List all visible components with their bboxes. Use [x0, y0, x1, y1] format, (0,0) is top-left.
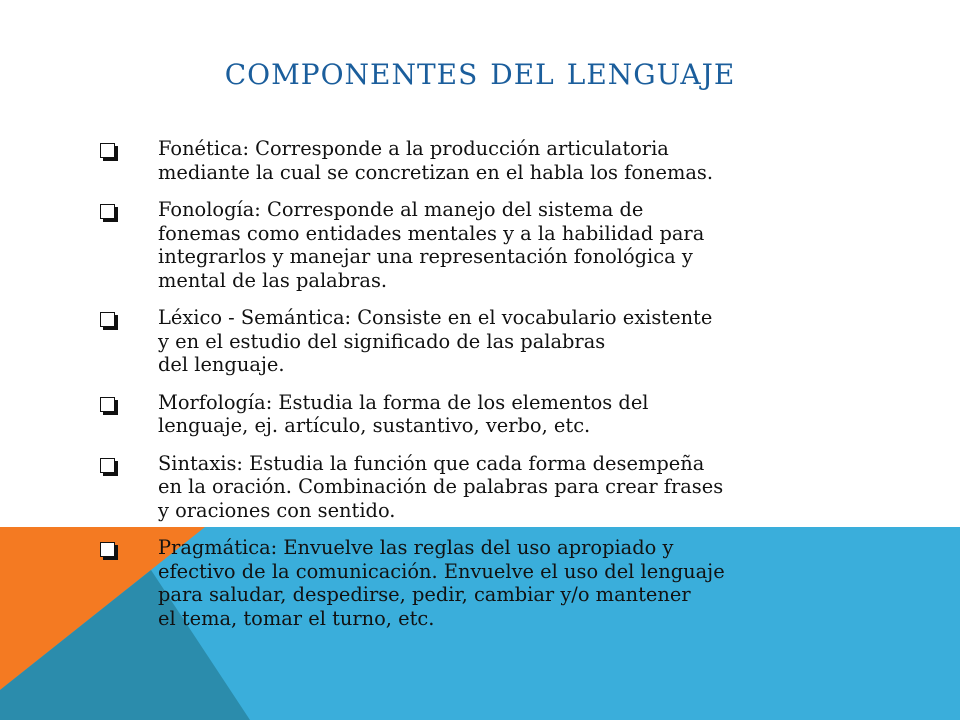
bullet-item-sintaxis	[96, 452, 886, 523]
slide-title	[0, 58, 960, 91]
bullet-item-pragmatica	[96, 536, 886, 630]
title-word: DEL	[490, 58, 555, 91]
checkbox-bullet-icon	[100, 143, 115, 158]
bullet-text: Pragmática: Envuelve las reglas del uso apropiado y efectivo de la comunicación. Envuelve el uso del lenguaje para saludar, despedirse, pedir, cambiar y/o mantener el tema, tomar el turno, etc.	[158, 536, 725, 630]
checkbox-bullet-icon	[100, 397, 115, 412]
title-word: COMPONENTES	[224, 58, 479, 91]
title-word: LENGUAJE	[566, 58, 736, 91]
checkbox-bullet-icon	[100, 458, 115, 473]
checkbox-bullet-icon	[100, 312, 115, 327]
checkbox-bullet-icon	[100, 542, 115, 557]
bullet-text: Sintaxis: Estudia la función que cada forma desempeña en la oración. Combinación de palabras para crear frases y oraciones con sentido.	[158, 451, 724, 522]
bullet-item-morfologia	[96, 391, 886, 438]
bullet-list	[96, 137, 886, 644]
bullet-text: Léxico - Semántica: Consiste en el vocabulario existente y en el estudio del significado de las palabras del lenguaje.	[158, 306, 713, 376]
bullet-item-lexico-semantica	[96, 306, 886, 377]
bullet-text: Fonología: Corresponde al manejo del sistema de fonemas como entidades mentales y a la habilidad para integrarlos y manejar una representación fonológica y mental de las palabras.	[158, 198, 705, 292]
checkbox-bullet-icon	[100, 204, 115, 219]
bullet-text: Fonética: Corresponde a la producción articulatoria mediante la cual se concretizan en el habla los fonemas.	[158, 137, 714, 184]
bullet-item-fonetica	[96, 137, 886, 184]
bullet-item-fonologia	[96, 198, 886, 292]
bullet-text: Morfología: Estudia la forma de los elementos del lenguaje, ej. artículo, sustantivo, verbo, etc.	[158, 390, 649, 437]
